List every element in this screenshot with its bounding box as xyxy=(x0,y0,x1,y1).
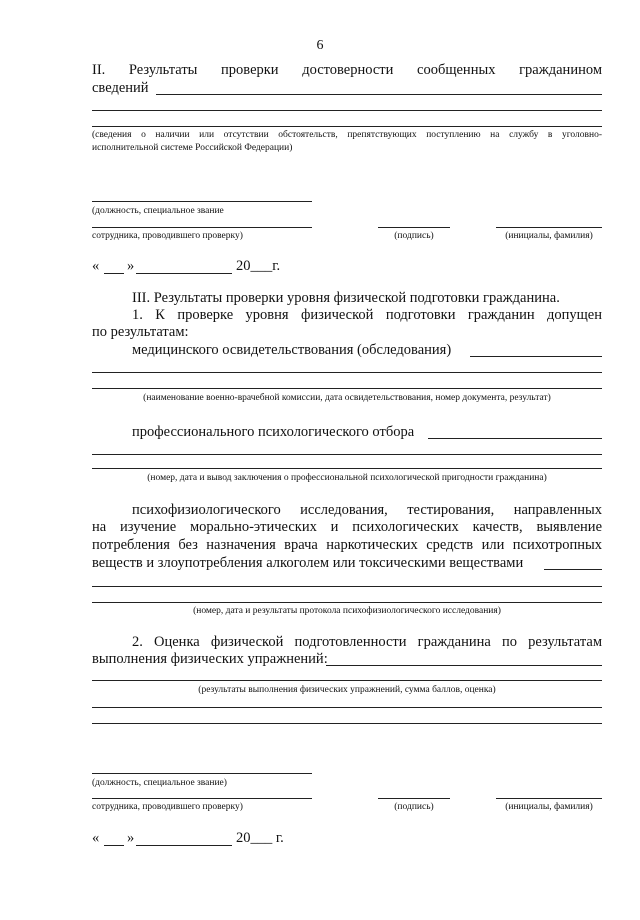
item1-text-cont: по результатам: xyxy=(92,324,189,340)
employee-label-2: сотрудника, проводившего проверку) xyxy=(92,802,243,812)
initials-line-2 xyxy=(496,798,602,799)
signature-label-2: (подпись) xyxy=(394,802,434,812)
section2-title: II. Результаты проверки достоверности сообщенных гражданином xyxy=(92,62,602,78)
section2-hint-line2: исполнительной системе Российской Федерации) xyxy=(92,143,293,153)
initials-line xyxy=(496,227,602,228)
signature-line-2 xyxy=(378,798,450,799)
psychophys-line-1 xyxy=(544,569,602,570)
psychophys-hint: (номер, дата и результаты протокола психофизиологического исследования) xyxy=(193,606,501,616)
date-close-quote: » xyxy=(127,258,135,274)
date-year: 20___г. xyxy=(236,258,281,274)
item2-text: 2. Оценка физической подготовленности гражданина по результатам xyxy=(132,634,602,650)
date-year-2: 20___ г. xyxy=(236,830,284,846)
psych-line-2 xyxy=(92,454,602,455)
employee-line xyxy=(92,227,312,228)
signature-line xyxy=(378,227,450,228)
date-month-blank xyxy=(136,273,232,274)
exercise-hint: (результаты выполнения физических упражнений, сумма баллов, оценка) xyxy=(198,685,496,695)
initials-label-2: (инициалы, фамилия) xyxy=(505,802,593,812)
date-day-blank-2 xyxy=(104,845,124,846)
page-number: 6 xyxy=(316,38,324,53)
exercise-line-2 xyxy=(92,680,602,681)
psych-hint: (номер, дата и вывод заключения о профессиональной психологической пригодности гражданина) xyxy=(147,473,547,483)
section2-line-1 xyxy=(156,94,602,95)
medical-line-1 xyxy=(470,356,602,357)
position-line xyxy=(92,201,312,202)
date-day-blank xyxy=(104,273,124,274)
medical-line-2 xyxy=(92,372,602,373)
psychophys-line2: на изучение морально-этических и психологических качеств, выявление xyxy=(92,519,602,535)
employee-line-2 xyxy=(92,798,312,799)
exercise-line-4 xyxy=(92,723,602,724)
psychophys-line-3 xyxy=(92,602,602,603)
psych-label: профессионального психологического отбора xyxy=(132,424,415,440)
section2-hint-line1: (сведения о наличии или отсутствии обстоятельств, препятствующих поступлению на службу в уголовно- xyxy=(92,130,602,140)
section2-line-3 xyxy=(92,126,602,127)
initials-label: (инициалы, фамилия) xyxy=(505,231,593,241)
item1-text: 1. К проверке уровня физической подготовки гражданин допущен xyxy=(132,307,602,323)
date-close-quote-2: » xyxy=(127,830,135,846)
medical-label: медицинского освидетельствования (обследования) xyxy=(132,342,452,358)
position-label: (должность, специальное звание xyxy=(92,206,224,216)
signature-label: (подпись) xyxy=(394,231,434,241)
position-line-2 xyxy=(92,773,312,774)
date-month-blank-2 xyxy=(136,845,232,846)
medical-hint: (наименование военно-врачебной комиссии, дата освидетельствования, номер документа, результат) xyxy=(143,393,551,403)
position-label-2: (должность, специальное звание) xyxy=(92,778,227,788)
psychophys-line4: веществ и злоупотребления алкоголем или токсическими веществами xyxy=(92,555,524,571)
psych-line-1 xyxy=(428,438,602,439)
section2-line-2 xyxy=(92,110,602,111)
exercise-line-1 xyxy=(326,665,602,666)
psych-line-3 xyxy=(92,468,602,469)
item2-text-cont: выполнения физических упражнений: xyxy=(92,651,328,667)
exercise-line-3 xyxy=(92,707,602,708)
psychophys-line1: психофизиологического исследования, тестирования, направленных xyxy=(132,502,602,518)
medical-line-3 xyxy=(92,388,602,389)
psychophys-line-2 xyxy=(92,586,602,587)
section2-title-cont: сведений xyxy=(92,80,149,96)
date-open-quote: « xyxy=(92,258,100,274)
employee-label: сотрудника, проводившего проверку) xyxy=(92,231,243,241)
date-open-quote-2: « xyxy=(92,830,100,846)
section3-title: III. Результаты проверки уровня физической подготовки гражданина. xyxy=(132,290,560,306)
psychophys-line3: потребления без назначения врача наркотических средств или психотропных xyxy=(92,537,602,553)
